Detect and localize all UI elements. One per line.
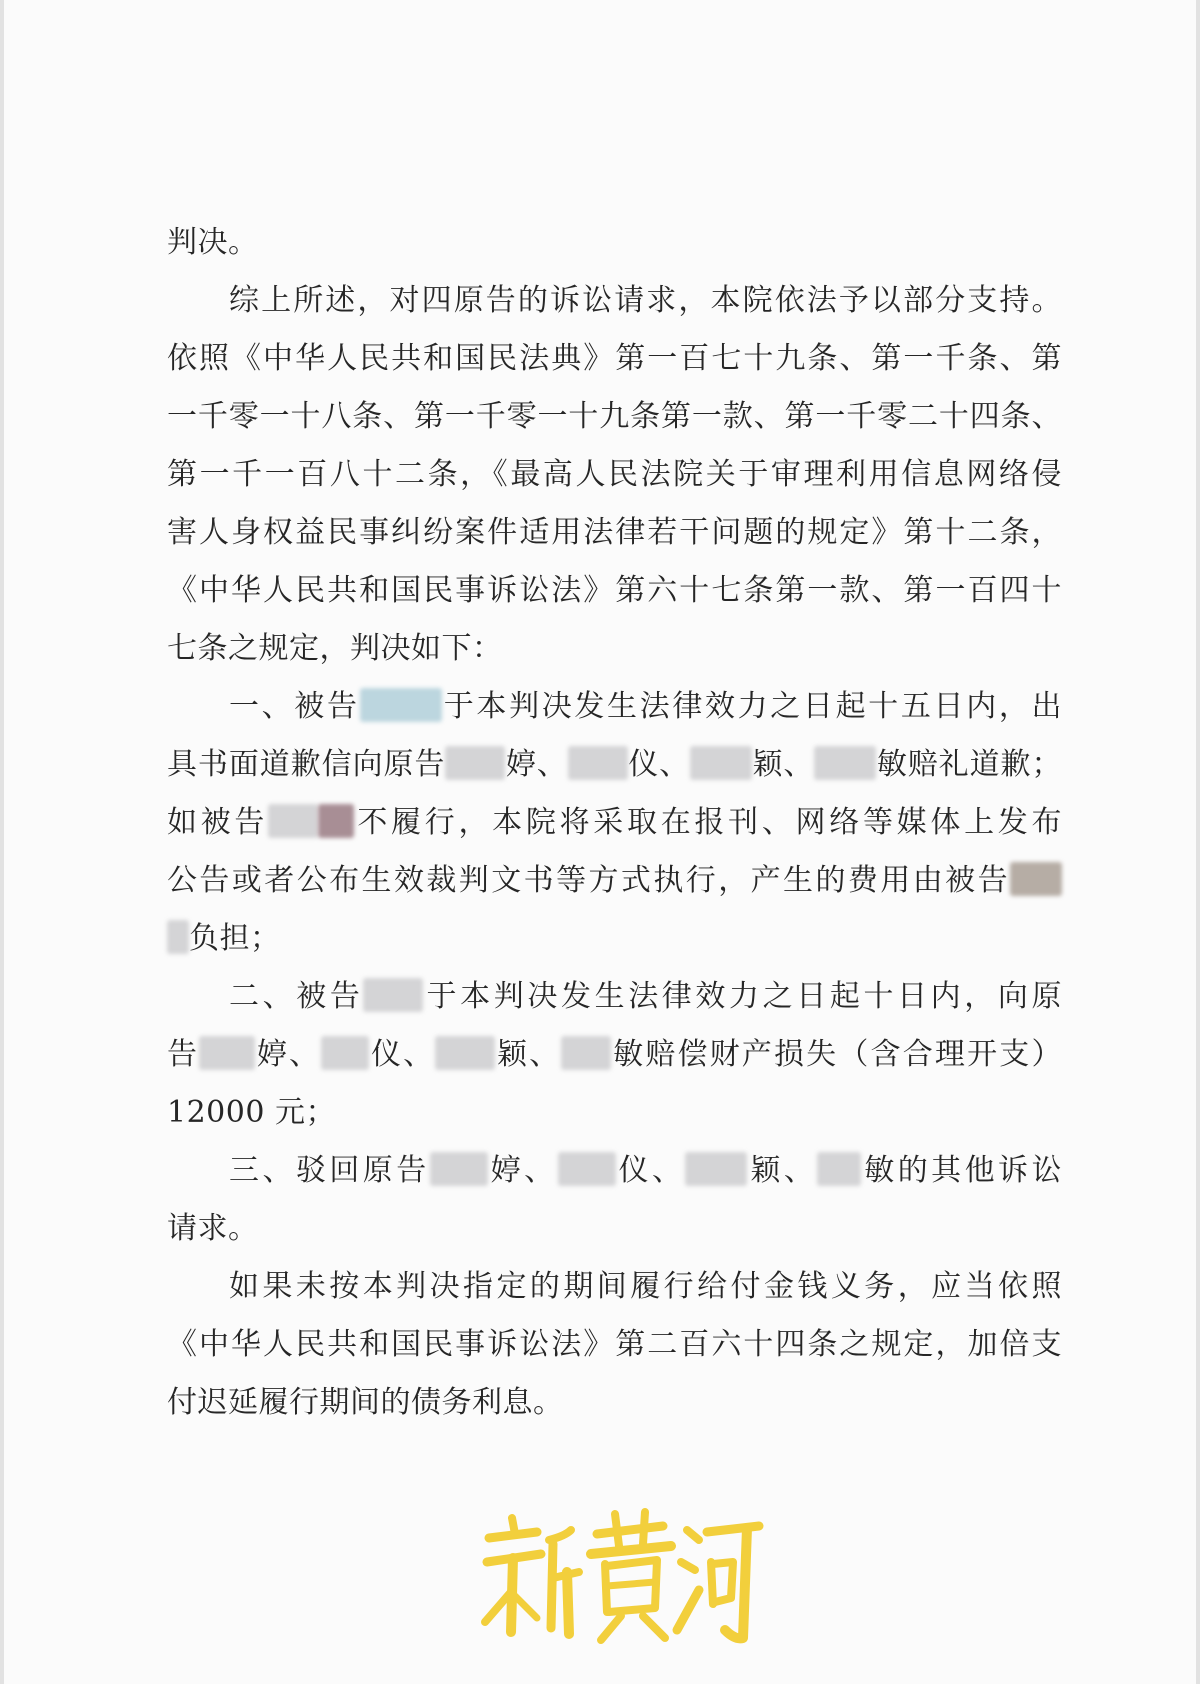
redacted-name	[817, 1152, 861, 1186]
text-fragment: 公告或者公布生效裁判文书等方式执行，产生的费用由被告	[167, 863, 1010, 898]
text-fragment: 具书面道歉信向原告	[167, 747, 446, 782]
text-line: 害人身权益民事纠纷案件适用法律若干问题的规定》第十二条，	[167, 515, 1062, 550]
judgment-text	[167, 214, 1062, 1432]
text-fragment: 颖、	[752, 747, 815, 782]
text-line	[167, 968, 1062, 1026]
text-line	[167, 852, 1062, 910]
text-fragment: 仪、	[627, 747, 691, 782]
text-line	[167, 1026, 1062, 1084]
text-fragment: 于本判决发生法律效力之日起十日内，向原	[423, 979, 1063, 1014]
text-fragment: 三、驳回原告	[229, 1153, 430, 1188]
text-fragment: 敏赔偿财产损失（含合理开支）	[611, 1037, 1062, 1072]
text-line	[167, 794, 1062, 852]
text-line: 综上所述，对四原告的诉讼请求，本院依法予以部分支持。	[229, 283, 1062, 318]
text-line: 请求。	[167, 1211, 259, 1246]
text-line: 12000 元；	[167, 1095, 336, 1130]
redacted-name	[685, 1152, 747, 1186]
text-fragment: 负担；	[189, 921, 281, 956]
text-fragment: 敏赔礼道歉；	[876, 747, 1062, 782]
text-line: 如果未按本判决指定的期间履行给付金钱义务，应当依照	[229, 1269, 1062, 1304]
redacted-name	[435, 1036, 495, 1070]
text-line	[167, 1142, 1062, 1200]
redacted-name	[199, 1036, 255, 1070]
text-line: 《中华人民共和国民事诉讼法》第二百六十四条之规定，加倍支	[167, 1327, 1062, 1362]
text-fragment: 如被告	[167, 805, 269, 840]
redacted-name	[568, 746, 628, 780]
redacted-name	[558, 1152, 616, 1186]
text-fragment: 不履行，本院将采取在报刊、网络等媒体上发布	[354, 805, 1062, 840]
text-line	[167, 910, 1062, 968]
text-fragment: 颖、	[747, 1153, 818, 1188]
text-fragment: 告	[167, 1037, 200, 1072]
redacted-name	[360, 688, 442, 722]
text-fragment: 颖、	[495, 1037, 562, 1072]
redacted-name	[321, 1036, 369, 1070]
text-line: 付迟延履行期间的债务利息。	[167, 1385, 564, 1420]
text-line: 依照《中华人民共和国民法典》第一百七十九条、第一千条、第	[167, 341, 1062, 376]
text-line: 第一千一百八十二条，《最高人民法院关于审理利用信息网络侵	[167, 457, 1062, 492]
text-fragment: 婷、	[487, 1153, 558, 1188]
text-line: 一千零一十八条、第一千零一十九条第一款、第一千零二十四条、	[167, 399, 1062, 434]
redacted-name	[1010, 862, 1062, 896]
text-line	[167, 736, 1062, 794]
text-fragment: 仪、	[615, 1153, 686, 1188]
text-line: 《中华人民共和国民事诉讼法》第六十七条第一款、第一百四十	[167, 573, 1062, 608]
text-fragment: 敏的其他诉讼	[861, 1153, 1063, 1188]
redacted-name	[268, 804, 318, 838]
redacted-name	[445, 746, 505, 780]
text-fragment: 二、被告	[229, 979, 364, 1014]
redacted-name	[690, 746, 752, 780]
text-line: 判决。	[167, 225, 259, 260]
watermark-logo	[467, 1500, 767, 1650]
redacted-name	[430, 1152, 488, 1186]
redacted-name	[363, 978, 423, 1012]
text-fragment: 于本判决发生法律效力之日起十五日内，出	[441, 689, 1063, 724]
redacted-name	[167, 920, 189, 954]
text-fragment: 仪、	[369, 1037, 436, 1072]
text-fragment: 一、被告	[229, 689, 360, 724]
redacted-name	[814, 746, 876, 780]
text-fragment: 婷、	[505, 747, 568, 782]
redacted-name	[561, 1036, 611, 1070]
text-fragment: 婷、	[255, 1037, 322, 1072]
text-line	[167, 678, 1062, 736]
redacted-name	[318, 804, 354, 838]
text-line: 七条之规定，判决如下：	[167, 631, 503, 666]
